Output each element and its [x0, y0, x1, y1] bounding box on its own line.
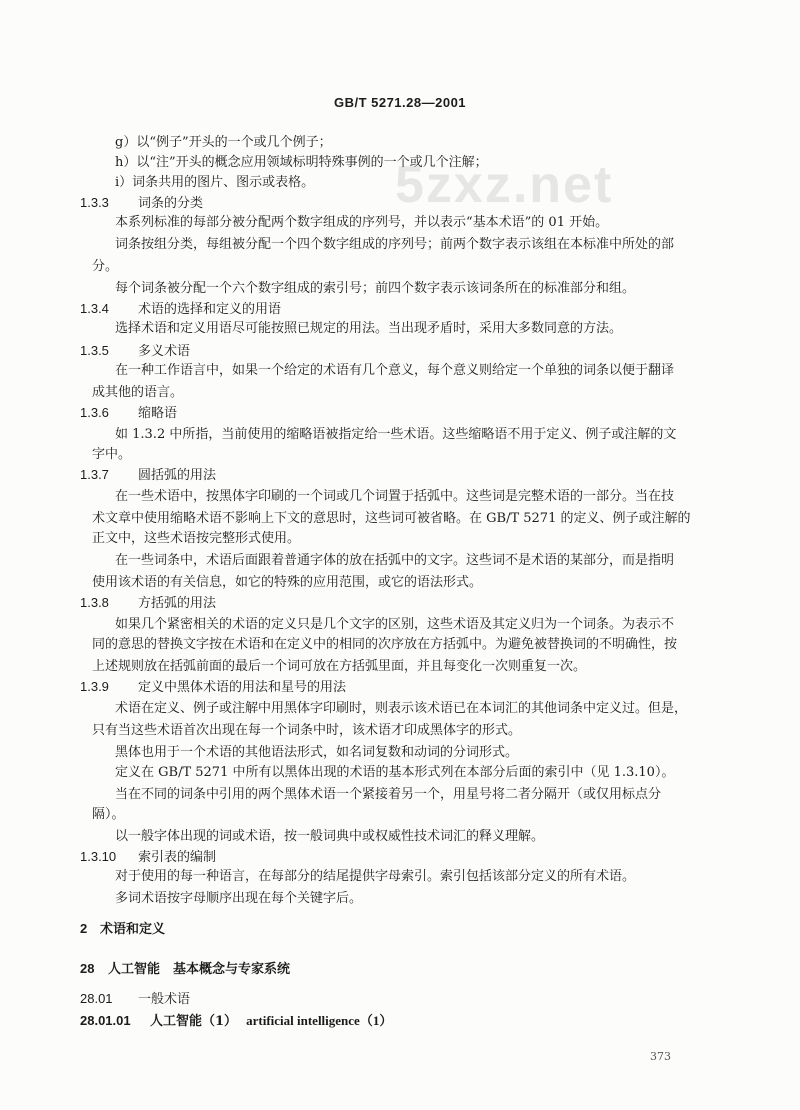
body-line [115, 237, 674, 253]
line-text: 对于使用的每一种语言，在每部分的结尾提供字母索引。索引包括该部分定义的所有术语。 [115, 869, 636, 884]
line-text: 当在不同的词条中引用的两个黑体术语一个紧接着另一个，用星号将二者分隔开（或仅用标点分 [115, 787, 662, 802]
group-heading: 28.01 一般术语 [80, 991, 191, 1007]
body-line [115, 363, 674, 379]
line-text: 术语的选择和定义的用语 [138, 302, 282, 317]
line-text: 术文章中使用缩略术语不影响上下文的意思时，这些词可被省略。在 GB/T 5271 的定义、例子或注解的 [92, 511, 691, 526]
body-line [92, 807, 125, 823]
subsection-number: 1.3.10 [80, 849, 117, 864]
line-text: 正文中，这些术语按完整形式使用。 [92, 531, 301, 546]
body-line [115, 427, 676, 443]
line-text: 分。 [92, 259, 119, 274]
line-text: 缩略语 [138, 406, 178, 421]
subsection-number: 1.3.5 [80, 343, 109, 358]
body-line [92, 531, 300, 547]
body-line [115, 829, 544, 845]
line-text: 术语在定义、例子或注解中用黑体字印刷时，则表示该术语已在本词汇的其他词条中定义过。但是， [115, 701, 688, 716]
line-text: 在一种工作语言中，如果一个给定的术语有几个意义，每个意义则给定一个单独的词条以便于翻译 [115, 363, 675, 378]
body-line [115, 281, 635, 297]
watermark: 5zxz.net [395, 156, 614, 214]
line-text: 词条按组分类，每组被分配一个四个数字组成的序列号；前两个数字表示该组在本标准中所处的部 [115, 237, 675, 252]
subsection-heading [80, 595, 216, 612]
body-line [92, 575, 482, 591]
entry-heading: 28.01.01 人工智能（1） artificial intelligence（1） [80, 1013, 393, 1029]
body-line [92, 511, 690, 527]
body-line [92, 447, 131, 463]
body-line [115, 321, 622, 337]
body-line [92, 637, 677, 653]
line-text: 方括弧的用法 [138, 596, 217, 611]
line-text: 同的意思的替换文字按在术语和在定义中的相同的次序放在方括弧中。为避免被替换词的不明确性，按 [92, 637, 678, 652]
line-text: 选择术语和定义用语尽可能按照已规定的用法。当出现矛盾时，采用大多数同意的方法。 [115, 321, 623, 336]
line-text: 多义术语 [138, 344, 191, 359]
body-line [115, 787, 661, 803]
line-text: 本系列标准的每部分被分配两个数字组成的序列号，并以表示“基本术语”的 01 开始。 [115, 215, 609, 230]
subsection-heading [80, 343, 190, 360]
body-line [115, 617, 674, 633]
subsection-number: 1.3.8 [80, 595, 109, 610]
line-text: 定义在 GB/T 5271 中所有以黑体出现的术语的基本形式列在本部分后面的索引中（见 1.3.10）。 [115, 765, 675, 780]
line-text: 如 1.3.2 中所指，当前使用的缩略语被指定给一些术语。这些缩略语不用于定义、例子或注解的文 [115, 427, 677, 442]
subsection-number: 1.3.6 [80, 405, 109, 420]
subsection-heading [80, 467, 216, 484]
subsection-number: 1.3.9 [80, 679, 109, 694]
subsection-heading [80, 301, 281, 318]
body-line [92, 659, 586, 675]
body-line [115, 869, 635, 885]
body-line [115, 765, 674, 781]
line-text: 在一些词条中，术语后面跟着普通字体的放在括弧中的文字。这些词不是术语的某部分，而是指明 [115, 553, 675, 568]
line-text: 以一般字体出现的词或术语，按一般词典中或权威性技术词汇的释义理解。 [115, 829, 545, 844]
subsection-number: 1.3.3 [80, 195, 109, 210]
line-text: 在一些术语中，按黑体字印刷的一个词或几个词置于括弧中。这些词是完整术语的一部分。当在技 [115, 489, 675, 504]
section-28-heading: 28 人工智能 基本概念与专家系统 [80, 961, 291, 977]
subsection-number: 1.3.4 [80, 301, 109, 316]
body-line [115, 553, 674, 569]
subsection-heading [80, 849, 216, 866]
body-line [115, 745, 518, 761]
line-text: g）以“例子”开头的一个或几个例子； [115, 135, 332, 150]
line-text: 圆括弧的用法 [138, 468, 217, 483]
line-text: 如果几个紧密相关的术语的定义只是几个文字的区别，这些术语及其定义归为一个词条。为表示不 [115, 617, 675, 632]
subsection-heading [80, 405, 177, 422]
body-line [115, 175, 314, 191]
body-line [115, 215, 608, 231]
line-text: 隔）。 [92, 807, 125, 822]
line-text: 词条的分类 [138, 196, 204, 211]
body-line [92, 259, 118, 275]
body-line [115, 135, 332, 151]
line-text: 使用该术语的有关信息，如它的特殊的应用范围，或它的语法形式。 [92, 575, 483, 590]
body-line [115, 155, 488, 171]
section-2-heading: 2 术语和定义 [80, 921, 166, 937]
line-text: 字中。 [92, 447, 132, 462]
line-text: 多词术语按字母顺序出现在每个关键字后。 [115, 891, 363, 906]
line-text: h）以“注”开头的概念应用领域标明特殊事例的一个或几个注解； [115, 155, 488, 170]
body-line [115, 489, 674, 505]
subsection-heading [80, 195, 203, 212]
page-number: 373 [650, 1050, 671, 1063]
line-text: 定义中黑体术语的用法和星号的用法 [138, 680, 347, 695]
line-text: 每个词条被分配一个六个数字组成的索引号；前四个数字表示该词条所在的标准部分和组。 [115, 281, 636, 296]
body-line [92, 723, 521, 739]
line-text: 黑体也用于一个术语的其他语法形式，如名词复数和动词的分词形式。 [115, 745, 519, 760]
line-text: 索引表的编制 [138, 850, 217, 865]
line-text: 上述规则放在括弧前面的最后一个词可放在方括弧里面，并且每变化一次则重复一次。 [92, 659, 587, 674]
body-line [115, 891, 362, 907]
line-text: i）词条共用的图片、图示或表格。 [115, 175, 315, 190]
subsection-heading [80, 679, 346, 696]
line-text: 成其他的语言。 [92, 385, 184, 400]
line-text: 只有当这些术语首次出现在每一个词条中时，该术语才印成黑体字的形式。 [92, 723, 522, 738]
page-header: GB/T 5271.28—2001 [333, 95, 467, 110]
subsection-number: 1.3.7 [80, 467, 109, 482]
body-line [92, 385, 183, 401]
body-line [115, 701, 687, 717]
